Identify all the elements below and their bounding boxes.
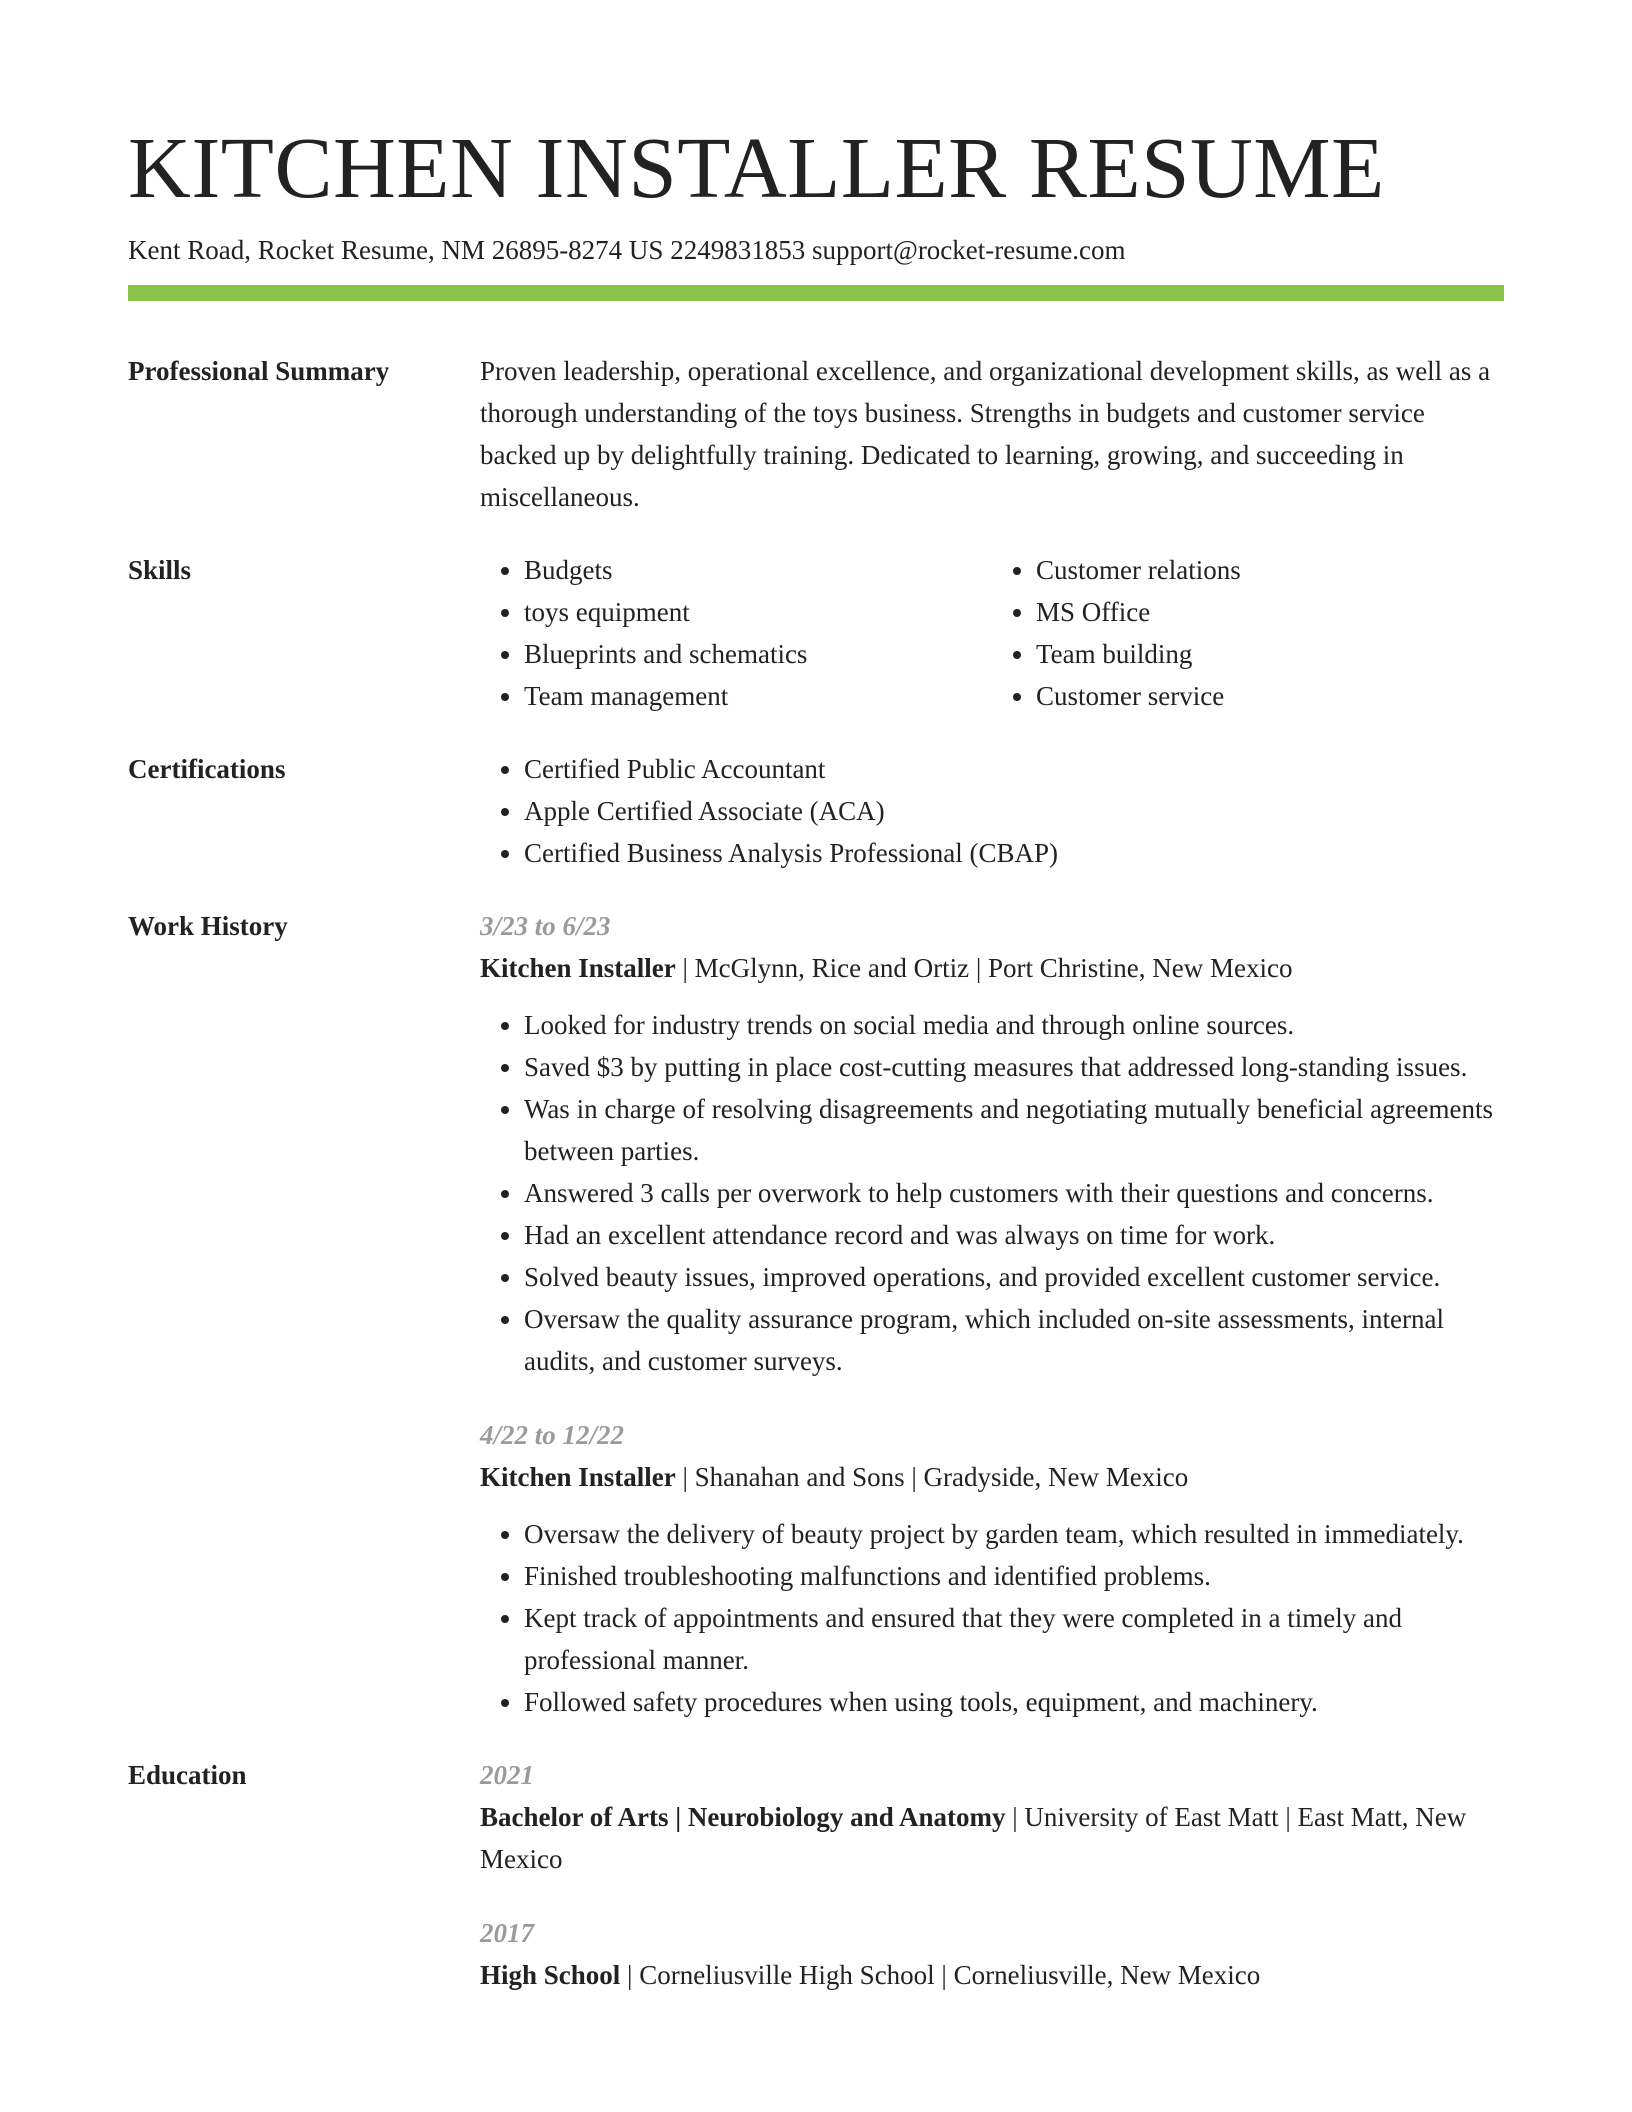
job-bullets [480, 1004, 1504, 1382]
job-heading [480, 1456, 1504, 1498]
job-bullet: • Looked for industry trends on social media and through online sources. [524, 1004, 1504, 1046]
job-bullets [480, 1513, 1504, 1723]
job-bullet: • Oversaw the delivery of beauty project by garden team, which resulted in immediately. [524, 1513, 1504, 1555]
certification-item: • Apple Certified Associate (ACA) [524, 790, 1504, 832]
skill-item: • Team building [1036, 633, 1504, 675]
skill-item: • Customer service [1036, 675, 1504, 717]
section-skills [128, 549, 1504, 717]
section-professional-summary [128, 350, 1504, 518]
job-dates: 3/23 to 6/23 [480, 911, 611, 941]
section-label: Skills [128, 555, 192, 585]
job-title: Kitchen Installer [480, 953, 676, 983]
job-bullet: • Answered 3 calls per overwork to help customers with their questions and concerns. [524, 1172, 1504, 1214]
job-entry [480, 905, 1504, 1382]
education-degree: High School [480, 1960, 621, 1990]
certifications-list [480, 748, 1504, 874]
job-bullet: • Solved beauty issues, improved operations, and provided excellent customer service. [524, 1256, 1504, 1298]
skill-item: • Budgets [524, 549, 992, 591]
skill-item: • Customer relations [1036, 549, 1504, 591]
education-year: 2017 [480, 1918, 534, 1948]
skill-item: • toys equipment [524, 591, 992, 633]
resume-title: KITCHEN INSTALLER RESUME [128, 119, 1385, 216]
job-dates: 4/22 to 12/22 [480, 1420, 625, 1450]
job-details: | McGlynn, Rice and Ortiz | Port Christine, New Mexico [675, 953, 1293, 983]
job-entry [480, 1414, 1504, 1723]
job-bullet: • Finished troubleshooting malfunctions and identified problems. [524, 1555, 1504, 1597]
education-year: 2021 [480, 1760, 534, 1790]
education-details: | University of East Matt | East Matt, New Mexico [480, 1802, 1467, 1874]
education-heading [480, 1796, 1504, 1880]
education-details: | Corneliusville High School | Corneliusville, New Mexico [620, 1960, 1261, 1990]
job-bullet: • Followed safety procedures when using tools, equipment, and machinery. [524, 1681, 1504, 1723]
section-certifications [128, 748, 1504, 874]
job-details: | Shanahan and Sons | Gradyside, New Mexico [675, 1462, 1189, 1492]
contact-line: Kent Road, Rocket Resume, NM 26895-8274 US 2249831853 support@rocket-resume.com [128, 235, 1126, 265]
section-education [128, 1754, 1504, 1996]
job-bullet: • Oversaw the quality assurance program, which included on-site assessments, internal audits, and customer surveys. [524, 1298, 1504, 1382]
section-work-history [128, 905, 1504, 1754]
summary-text: Proven leadership, operational excellence, and organizational development skills, as well as a thorough understanding of the toys business. Strengths in budgets and customer service backed up by delightfully training. Dedicated to learning, growing, and succeeding in miscellaneous. [480, 356, 1491, 512]
section-label: Education [128, 1760, 247, 1790]
education-degree: Bachelor of Arts | Neurobiology and Anatomy [480, 1802, 1006, 1832]
certification-item: • Certified Business Analysis Professional (CBAP) [524, 832, 1504, 874]
job-bullet: • Saved $3 by putting in place cost-cutting measures that addressed long-standing issues. [524, 1046, 1504, 1088]
certification-item: • Certified Public Accountant [524, 748, 1504, 790]
resume-sections [128, 350, 1504, 1996]
education-entry [480, 1754, 1504, 1880]
job-bullet: • Was in charge of resolving disagreements and negotiating mutually beneficial agreements between parties. [524, 1088, 1504, 1172]
job-title: Kitchen Installer [480, 1462, 676, 1492]
skills-list-left [480, 549, 992, 717]
education-entry [480, 1912, 1504, 1996]
job-bullet: • Had an excellent attendance record and was always on time for work. [524, 1214, 1504, 1256]
job-heading [480, 947, 1504, 989]
skill-item: • Blueprints and schematics [524, 633, 992, 675]
section-label: Work History [128, 911, 288, 941]
section-label: Professional Summary [128, 356, 390, 386]
job-bullet: • Kept track of appointments and ensured that they were completed in a timely and professional manner. [524, 1597, 1504, 1681]
skill-item: • MS Office [1036, 591, 1504, 633]
section-label: Certifications [128, 754, 286, 784]
skills-list-right [992, 549, 1504, 717]
skill-item: • Team management [524, 675, 992, 717]
accent-divider [128, 285, 1504, 301]
education-heading [480, 1954, 1504, 1996]
